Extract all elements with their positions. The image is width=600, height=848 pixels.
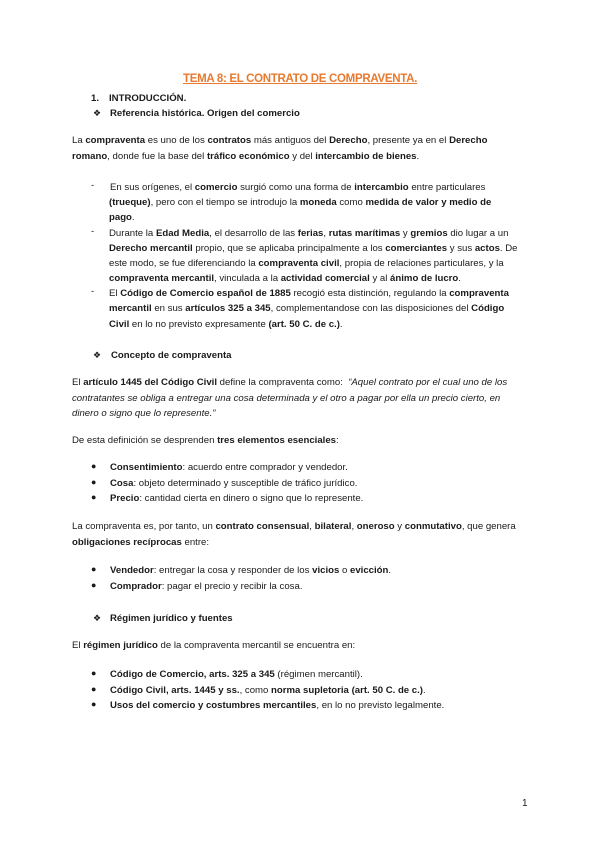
text-run: : pagar el precio y recibir la cosa. <box>161 581 303 592</box>
text-run: , <box>323 228 329 239</box>
text-run: . <box>339 319 343 330</box>
text-run: de la compraventa mercantil se encuentra en: <box>157 640 356 651</box>
text-run: : cantidad cierta en dinero o signo que lo represente. <box>139 493 364 504</box>
text-run: Durante la <box>109 228 156 239</box>
intro-paragraph-line-2 <box>72 149 419 165</box>
text-run: . <box>423 685 426 696</box>
text-run: y del <box>289 151 316 162</box>
text-run: . <box>131 212 135 223</box>
dash-bullet-icon: - <box>91 226 95 237</box>
text-run: define la compraventa como: <box>217 377 346 388</box>
dash-item-1-line-3 <box>109 210 135 226</box>
parte-1 <box>110 563 391 579</box>
text-run: mercantil <box>109 303 152 314</box>
text-run: en lo no previsto expresamente <box>129 319 269 330</box>
text-run: medida de valor y medio de <box>365 197 492 208</box>
text-run: , en lo no previsto legalmente. <box>316 700 445 711</box>
text-run: , <box>351 521 357 532</box>
page-number: 1 <box>522 798 528 809</box>
text-run: . De <box>499 243 518 254</box>
text-run: : <box>336 435 339 446</box>
text-run: y sus <box>447 243 475 254</box>
regimen-line <box>72 638 355 654</box>
text-run: o <box>339 565 350 576</box>
text-run: : entregar la cosa y responder de los <box>153 565 313 576</box>
articulo-line-2 <box>72 391 500 407</box>
dash-item-2-line-3 <box>109 256 504 272</box>
text-run: El <box>72 377 84 388</box>
text-run: intercambio <box>354 182 409 193</box>
diamond-bullet-icon: ❖ <box>93 108 102 118</box>
text-run: La <box>72 135 86 146</box>
subheading-concepto: Concepto de compraventa <box>111 350 232 361</box>
text-run: entre: <box>181 537 210 548</box>
text-run: , vinculada a la <box>214 273 281 284</box>
text-run: Código de Comercio español de 1885 <box>120 288 291 299</box>
parte-2 <box>110 579 302 595</box>
diamond-bullet-icon: ❖ <box>93 613 102 623</box>
text-run: : objeto determinado y susceptible de tráfico jurídico. <box>133 478 358 489</box>
text-run: bilateral <box>314 521 352 532</box>
intro-paragraph-line-1 <box>72 133 487 149</box>
text-run: es uno de los <box>145 135 208 146</box>
text-run: evicción <box>349 565 389 576</box>
bullet-dot-icon: ● <box>91 684 97 694</box>
text-run: contratantes se obliga a entregar una cosa determinada y el otro a pagar por ella un precio cierto, en <box>72 393 501 404</box>
text-run: , propia de relaciones particulares, y la <box>339 258 504 269</box>
text-run: “Aquel contrato por el cual uno de los <box>345 377 508 388</box>
bullet-dot-icon: ● <box>91 461 97 471</box>
text-run: , presente ya en el <box>367 135 450 146</box>
text-run: norma supletoria <box>271 685 349 696</box>
text-run: : acuerdo entre comprador y vendedor. <box>182 462 348 473</box>
diamond-bullet-icon: ❖ <box>93 350 102 360</box>
text-run: . <box>416 151 420 162</box>
text-run: Código <box>471 303 505 314</box>
text-run: ferias <box>297 228 324 239</box>
text-run: surgió como una forma de <box>237 182 355 193</box>
contrato-line-2 <box>72 535 209 551</box>
dash-item-2-line-1 <box>109 226 508 242</box>
text-run: Derecho mercantil <box>109 243 193 254</box>
subheading-regimen: Régimen jurídico y fuentes <box>110 613 233 624</box>
subheading-historia: Referencia histórica. Origen del comercio <box>110 108 300 119</box>
text-run: Código Civil, arts. 1445 y ss. <box>110 685 240 696</box>
section-heading: INTRODUCCIÓN. <box>109 93 187 104</box>
text-run: este modo, se fue diferenciando la <box>109 258 259 269</box>
text-run: entre particulares <box>408 182 486 193</box>
text-run: rutas marítimas <box>328 228 401 239</box>
text-run: (art. 50 C. de c.) <box>268 319 340 330</box>
fuente-3 <box>110 698 444 714</box>
text-run: Cosa <box>110 478 134 489</box>
text-run: como <box>336 197 366 208</box>
text-run: artículo 1445 del Código Civil <box>83 377 218 388</box>
document-title: TEMA 8: EL CONTRATO DE COMPRAVENTA. <box>183 73 417 85</box>
text-run: comercio <box>194 182 238 193</box>
text-run: más antiguos del <box>251 135 330 146</box>
text-run: El <box>109 288 121 299</box>
text-run: Derecho <box>449 135 488 146</box>
dash-item-2-line-2 <box>109 241 518 257</box>
bullet-dot-icon: ● <box>91 477 97 487</box>
text-run: oneroso <box>356 521 395 532</box>
text-run: La compraventa es, por tanto, un <box>72 521 216 532</box>
text-run: conmutativo <box>404 521 462 532</box>
text-run: , complementandose con las disposiciones del <box>270 303 472 314</box>
text-run: Código de Comercio, arts. 325 a 345 <box>110 669 275 680</box>
text-run: dinero o signo que lo represente.” <box>72 408 216 419</box>
text-run: en sus <box>151 303 186 314</box>
dash-bullet-icon: - <box>91 180 95 191</box>
text-run: tres elementos esenciales <box>217 435 337 446</box>
fuente-1 <box>110 667 363 683</box>
elemento-2 <box>110 476 357 492</box>
dash-item-3-line-1 <box>109 286 509 302</box>
dash-item-3-line-3 <box>109 317 343 333</box>
text-run: contrato consensual <box>215 521 310 532</box>
elemento-1 <box>110 460 348 476</box>
dash-item-1-line-2 <box>109 195 491 211</box>
text-run: romano <box>72 151 108 162</box>
text-run: compraventa mercantil <box>109 273 215 284</box>
text-run: compraventa <box>85 135 146 146</box>
text-run: Comprador <box>110 581 162 592</box>
text-run: , <box>309 521 315 532</box>
text-run: En sus orígenes, el <box>110 182 195 193</box>
text-run: moneda <box>299 197 337 208</box>
bullet-dot-icon: ● <box>91 580 97 590</box>
text-run: , que genera <box>461 521 516 532</box>
text-run: El <box>72 640 84 651</box>
text-run: Edad Media <box>155 228 210 239</box>
text-run: dio lugar a un <box>447 228 509 239</box>
text-run: , como <box>239 685 272 696</box>
text-run: Civil <box>109 319 130 330</box>
text-run: ánimo de lucro <box>390 273 459 284</box>
text-run: (art. 50 C. de c.) <box>351 685 424 696</box>
text-run: Consentimiento <box>110 462 183 473</box>
text-run: y <box>400 228 411 239</box>
desprenden-line <box>72 433 339 449</box>
text-run: , donde fue la base del <box>107 151 207 162</box>
text-run: , el desarrollo de las <box>209 228 298 239</box>
text-run: régimen jurídico <box>83 640 158 651</box>
dash-item-1-line-1 <box>110 180 485 196</box>
text-run: compraventa <box>449 288 509 299</box>
text-run: (régimen mercantil). <box>274 669 363 680</box>
text-run: De esta definición se desprenden <box>72 435 218 446</box>
text-run: actos <box>474 243 500 254</box>
elemento-3 <box>110 491 363 507</box>
text-run: Precio <box>110 493 140 504</box>
contrato-line-1 <box>72 519 516 535</box>
text-run: Usos del comercio y costumbres mercantiles <box>110 700 317 711</box>
text-run: artículos 325 a 345 <box>185 303 271 314</box>
text-run: actividad comercial <box>280 273 370 284</box>
dash-item-3-line-2 <box>109 301 504 317</box>
text-run: . <box>458 273 461 284</box>
text-run: . <box>388 565 392 576</box>
text-run: y al <box>369 273 391 284</box>
articulo-line-1 <box>72 375 507 391</box>
text-run: Derecho <box>329 135 368 146</box>
text-run: propio, que se aplicaba principalmente a los <box>192 243 386 254</box>
bullet-dot-icon: ● <box>91 699 97 709</box>
articulo-line-3 <box>72 406 215 422</box>
text-run: vicios <box>312 565 340 576</box>
bullet-dot-icon: ● <box>91 564 97 574</box>
text-run: intercambio de bienes <box>315 151 417 162</box>
text-run: compraventa civil <box>258 258 340 269</box>
text-run: obligaciones recíprocas <box>72 537 182 548</box>
text-run: , pero con el tiempo se introdujo la <box>150 197 300 208</box>
text-run: recogió esta distinción, regulando la <box>290 288 450 299</box>
text-run: pago <box>109 212 132 223</box>
fuente-2 <box>110 683 426 699</box>
text-run: comerciantes <box>385 243 448 254</box>
text-run: tráfico económico <box>206 151 290 162</box>
text-run: Vendedor <box>110 565 154 576</box>
dash-bullet-icon: - <box>91 286 95 297</box>
dash-item-2-line-4 <box>109 271 461 287</box>
text-run: (trueque) <box>109 197 151 208</box>
section-number: 1. <box>91 93 100 104</box>
text-run: y <box>394 521 405 532</box>
bullet-dot-icon: ● <box>91 492 97 502</box>
text-run: contratos <box>207 135 252 146</box>
text-run: gremios <box>410 228 448 239</box>
bullet-dot-icon: ● <box>91 668 97 678</box>
